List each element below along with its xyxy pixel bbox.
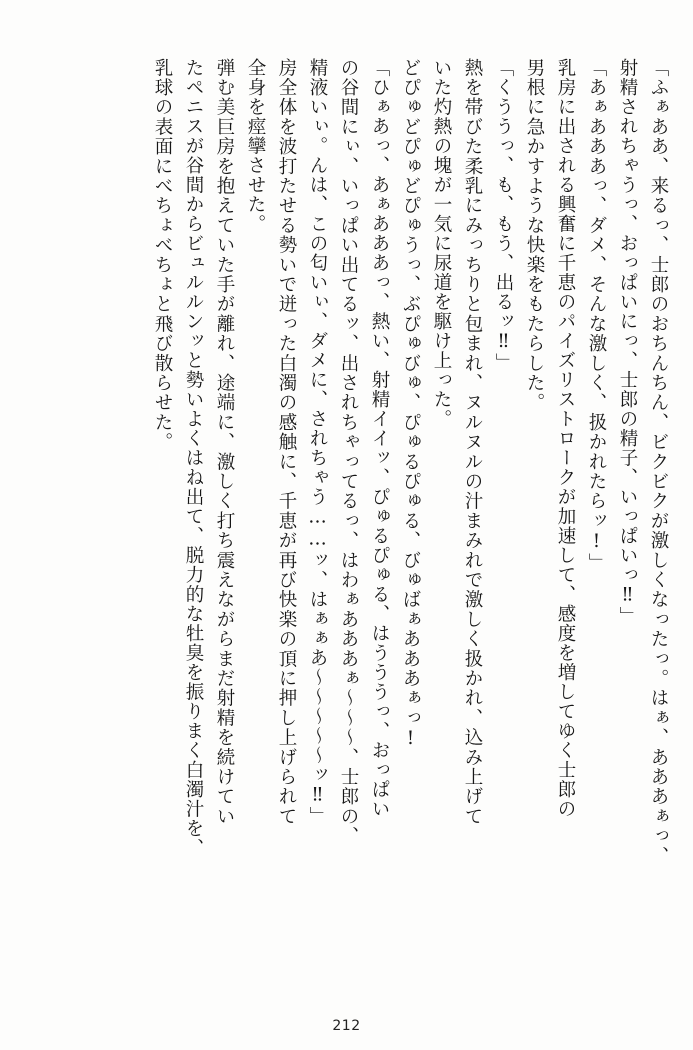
text-column: 「くううっ、も、もう、出るッ‼」 (493, 58, 514, 373)
text-column: 弾む美巨房を抱えていた手が離れ、途端に、激しく打ち震えながらまだ射精を続けてい (214, 58, 235, 827)
page-number: 212 (332, 1018, 361, 1034)
text-column: 射精されちゃうっ、おっぱいにっ、士郎の精子、いっぱいっ‼」 (617, 58, 638, 626)
text-column: 乳房に出される興奮に千恵のパイズリストロークが加速して、感度を増してゆく士郎の (555, 58, 576, 819)
text-column: 房全体を波打たせる勢いで迸った白濁の感触に、千恵が再び快楽の頂に押し上げられて (276, 58, 297, 827)
text-column: 精液いぃ。んは、この匂いぃ、ダメに、されちゃう……ッ、はぁぁあ～～～～～ッ‼」 (307, 58, 328, 826)
text-column: どぴゅどぴゅどぴゅうっ、ぶぴゅびゅ、ぴゅるぴゅる、びゅばぁあああぁっ! (400, 58, 421, 750)
text-column: 乳球の表面にべちょべちょと飛び散らせた。 (152, 58, 173, 452)
text-column: の谷間にぃ、いっぱい出てるッ、出されちゃってるっ、はわぁあああぁ～～～、士郎の、 (338, 58, 359, 846)
vertical-text-body (30, 58, 667, 988)
text-column: たペニスが谷間からビュルルンッと勢いよくはね出て、脱力的な牡臭を振りまく白濁汁を、 (183, 58, 204, 858)
text-column: 「ひぁあっ、あぁあああっ、熱い、射精イイッ、ぴゅるぴゅる、はうううっ、おっぱい (369, 58, 390, 819)
text-column: いた灼熱の塊が一気に尿道を駆け上った。 (431, 58, 452, 429)
text-column: 熱を帯びた柔乳にみっちりと包まれ、ヌルヌルの汁まみれで激しく扱かれ、込み上げて (462, 58, 483, 827)
text-column: 男根に急かすような快楽をもたらした。 (524, 58, 545, 413)
text-column: 全身を痙攣させた。 (245, 58, 266, 234)
text-column: 「あぁあああっ、ダメ、そんな激しく、扱かれたらッ!」 (586, 58, 607, 573)
text-column: 「ふぁああ、来るっ、士郎のおちんちん、ビクビクが激しくなったっ。はぁ、あああぁっ、 (648, 58, 669, 866)
